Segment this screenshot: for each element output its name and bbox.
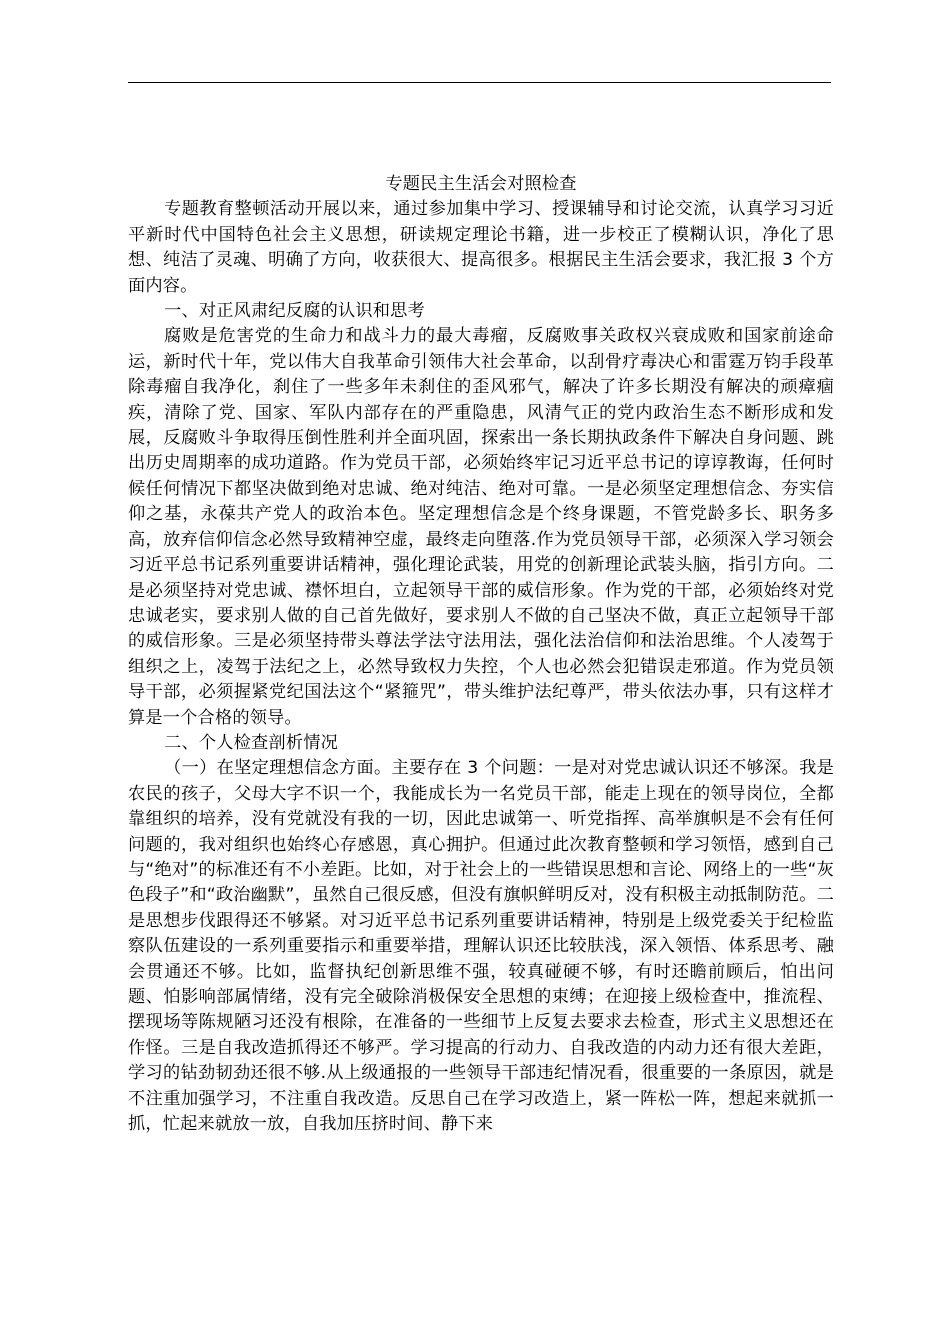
section-2-paragraph: （一）在坚定理想信念方面。主要存在 3 个问题：一是对对党忠诚认识还不够深。我是农民的孩子，父母大字不识一个，我能成长为一名党员干部，能走上现在的领导岗位，全都靠组织的培养，没有党就没有我的一切，因此忠诚第一、听党指挥、高举旗帜是不会有任何问题的，我对组织也始终心存感恩，真心拥护。但通过此次教育整顿和学习领悟，感到自己与“绝对”的标准还有不小差距。比如，对于社会上的一些错误思想和言论、网络上的一些“灰色段子”和“政治幽默”，虽然自己很反感，但没有旗帜鲜明反对，没有积极主动抵制防范。二是思想步伐跟得还不够紧。对习近平总书记系列重要讲话精神，特别是上级党委关于纪检监察队伍建设的一系列重要指示和重要举措，理解认识还比较肤浅，深入领悟、体系思考、融会贯通还不够。比如，监督执纪创新思维不强，较真碰硬不够，有时还瞻前顾后，怕出问题、怕影响部属情绪，没有完全破除消极保安全思想的束缚；在迎接上级检查中，推流程、摆现场等陈规陋习还没有根除，在准备的一些细节上反复去要求去检查，形式主义思想还在作怪。三是自我改造抓得还不够严。学习提高的行动力、自我改造的内动力还有很大差距，学习的钻劲韧劲还很不够.从上级通报的一些领导干部违纪情况看，很重要的一条原因，就是不注重加强学习，不注重自我改造。反思自己在学习改造上，紧一阵松一阵，想起来就抓一抓，忙起来就放一放，自我加压挤时间、静下来 <box>128 758 834 1135</box>
section-heading-2: 二、个人检查剖析情况 <box>164 732 338 753</box>
document-title: 专题民主生活会对照检查 <box>385 174 577 194</box>
document-body <box>128 172 834 1137</box>
intro-paragraph: 专题教育整顿活动开展以来，通过参加集中学习、授课辅导和讨论交流，认真学习习近平新时代中国特色社会主义思想，研读规定理论书籍，进一步校正了模糊认识，净化了思想、纯洁了灵魂、明确了方向，收获很大、提高很多。根据民主生活会要求，我汇报 3 个方面内容。 <box>128 199 834 296</box>
section-heading-1: 一、对正风肃纪反腐的认识和思考 <box>164 301 425 322</box>
header-rule <box>128 82 831 83</box>
section-1-paragraph: 腐败是危害党的生命力和战斗力的最大毒瘤，反腐败事关政权兴衰成败和国家前途命运，新时代十年，党以伟大自我革命引领伟大社会革命，以刮骨疗毒决心和雷霆万钧手段革除毒瘤自我净化，刹住了一些多年未刹住的歪风邪气，解决了许多长期没有解决的顽瘴痼疾，清除了党、国家、军队内部存在的严重隐患，风清气正的党内政治生态不断形成和发展，反腐败斗争取得压倒性胜利并全面巩固，探索出一条长期执政条件下解决自身问题、跳出历史周期率的成功道路。作为党员干部，必须始终牢记习近平总书记的谆谆教诲，任何时候任何情况下都坚决做到绝对忠诚、绝对纯洁、绝对可靠。一是必须坚定理想信念、夯实信仰之基，永葆共产党人的政治本色。坚定理想信念是个终身课题，不管党龄多长、职务多高，放弃信仰信念必然导致精神空虚，最终走向堕落.作为党员领导干部，必须深入学习领会习近平总书记系列重要讲话精神，强化理论武装，用党的创新理论武装头脑，指引方向。二是必须坚持对党忠诚、襟怀坦白，立起领导干部的威信形象。作为党的干部，必须始终对党忠诚老实，要求别人做的自己首先做好，要求别人不做的自己坚决不做，真正立起领导干部的威信形象。三是必须坚持带头尊法学法守法用法，强化法治信仰和法治思维。个人凌驾于组织之上，凌驾于法纪之上，必然导致权力失控，个人也必然会犯错误走邪道。作为党员领导干部，必须握紧党纪国法这个“紧箍咒”，带头维护法纪尊严，带头依法办事，只有这样才算是一个合格的领导。 <box>128 326 834 728</box>
